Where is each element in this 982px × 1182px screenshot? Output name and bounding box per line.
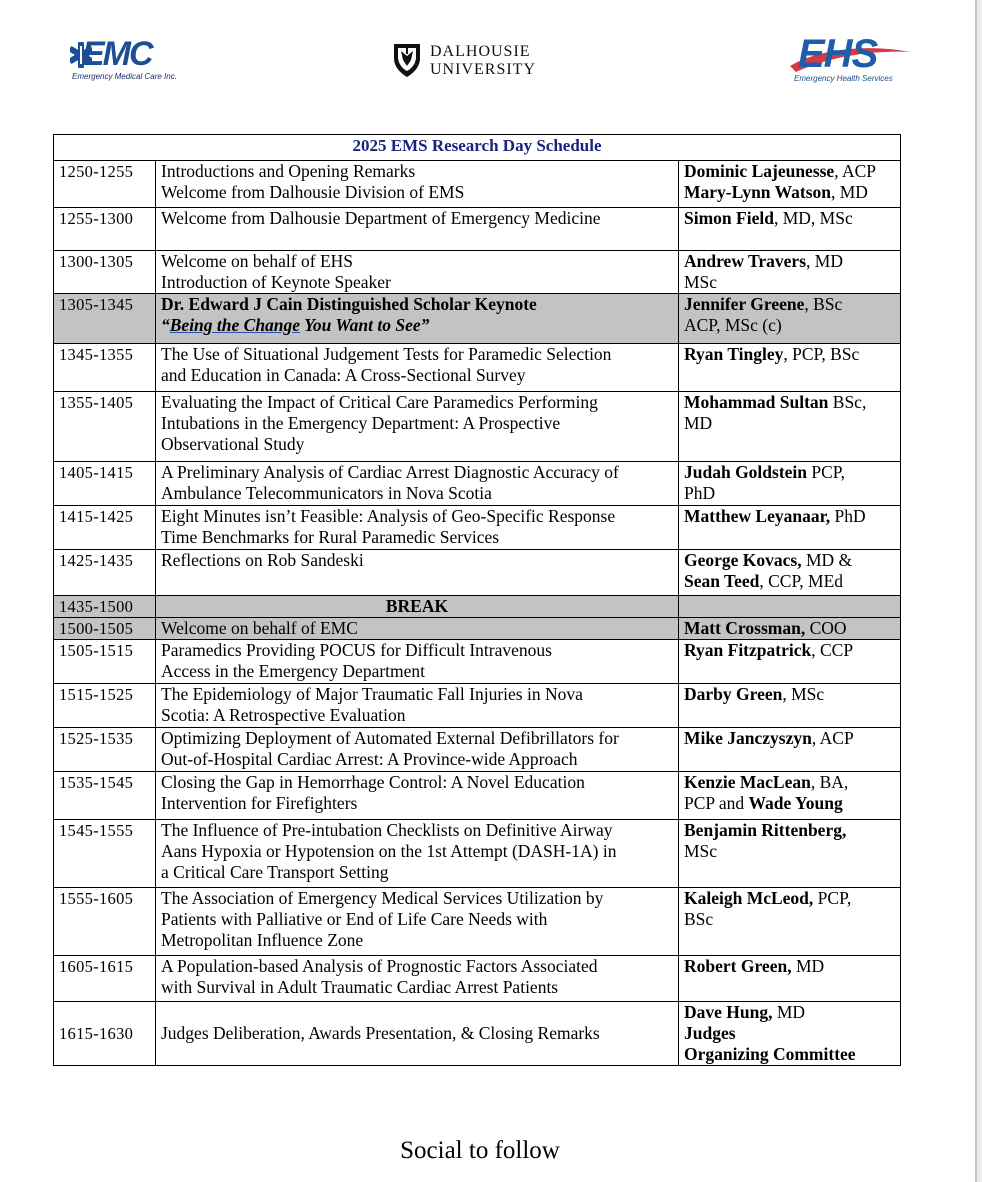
schedule-row (54, 618, 901, 640)
session-title (156, 728, 679, 772)
session-title (156, 550, 679, 596)
speaker-name: Organizing Committee (684, 1044, 856, 1064)
schedule-row (54, 888, 901, 956)
schedule-row (54, 956, 901, 1002)
session-time: 1345-1355 (54, 344, 156, 392)
footer-note: Social to follow (400, 1137, 560, 1164)
session-title (156, 506, 679, 550)
emc-logo-subtitle: Emergency Medical Care Inc. (72, 72, 177, 81)
speaker-cell (679, 294, 901, 344)
ehs-logo-subtitle: Emergency Health Services (794, 74, 893, 83)
speaker-cell (679, 208, 901, 251)
speaker-name: Matt Crossman, (684, 618, 806, 638)
break-row (54, 596, 901, 618)
session-time: 1415-1425 (54, 506, 156, 550)
speaker-credentials: , CCP (811, 640, 854, 660)
session-title-line: Welcome from Dalhousie Department of Emergency Medicine (161, 208, 601, 228)
session-time: 1605-1615 (54, 956, 156, 1002)
speaker-credentials: MD (684, 413, 713, 433)
speaker-name: Benjamin Rittenberg, (684, 820, 847, 840)
session-title (156, 161, 679, 208)
speaker-line (684, 182, 895, 203)
speaker-name: Andrew Travers (684, 251, 807, 271)
speaker-credentials: COO (805, 618, 847, 638)
session-time: 1300-1305 (54, 251, 156, 294)
speaker-line (684, 315, 895, 336)
session-title-line: Access in the Emergency Department (161, 661, 426, 681)
session-time: 1515-1525 (54, 684, 156, 728)
session-title-line: Judges Deliberation, Awards Presentation, & Closing Remarks (161, 1023, 600, 1043)
session-time: 1305-1345 (54, 294, 156, 344)
speaker-line (684, 1002, 895, 1023)
schedule-row (54, 772, 901, 820)
speaker-line (684, 1023, 895, 1044)
speaker-name: Dave Hung, (684, 1002, 773, 1022)
speaker-line (684, 618, 895, 639)
speaker-name: Kaleigh McLeod, (684, 888, 814, 908)
session-title-line: The Use of Situational Judgement Tests for Paramedic Selection (161, 344, 612, 364)
speaker-name: Simon Field (684, 208, 774, 228)
schedule-row (54, 1002, 901, 1066)
session-title-line: A Population-based Analysis of Prognostic Factors Associated (161, 956, 598, 976)
speaker-name: George Kovacs, (684, 550, 802, 570)
speaker-line (684, 820, 895, 841)
speaker-line (684, 344, 895, 365)
speaker-cell (679, 161, 901, 208)
break-label: BREAK (156, 596, 679, 618)
schedule-row (54, 684, 901, 728)
session-time: 1435-1500 (54, 596, 156, 618)
speaker-cell (679, 684, 901, 728)
session-title-line: with Survival in Adult Traumatic Cardiac Arrest Patients (161, 977, 559, 997)
session-title-line: The Influence of Pre-intubation Checklists on Definitive Airway (161, 820, 613, 840)
session-title-line: Welcome from Dalhousie Division of EMS (161, 182, 465, 202)
keynote-quote-underlined: Being the Change (169, 315, 301, 335)
page-edge-shadow (977, 0, 982, 1182)
session-title-line: Closing the Gap in Hemorrhage Control: A Novel Education (161, 772, 585, 792)
session-title-line: Welcome on behalf of EMC (161, 618, 358, 638)
speaker-line (684, 483, 895, 504)
speaker-credentials: MD & (801, 550, 853, 570)
session-title (156, 888, 679, 956)
dalhousie-line2: UNIVERSITY (430, 61, 536, 78)
session-title-line: Dr. Edward J Cain Distinguished Scholar Keynote (161, 294, 537, 314)
emc-logo-word: EMC (82, 35, 152, 73)
speaker-credentials: , MD, MSc (773, 208, 853, 228)
session-title (156, 208, 679, 251)
schedule-row (54, 728, 901, 772)
speaker-line (684, 251, 895, 272)
session-title-line: Ambulance Telecommunicators in Nova Scotia (161, 483, 492, 503)
speaker-cell (679, 956, 901, 1002)
keynote-quote-rest: You Want to See” (300, 315, 430, 335)
schedule-row (54, 208, 901, 251)
speaker-name: Ryan Tingley (684, 344, 784, 364)
session-title (156, 251, 679, 294)
dalhousie-shield-icon (392, 42, 422, 78)
speaker-credentials: , MSc (782, 684, 825, 704)
speaker-line (684, 571, 895, 592)
speaker-credentials: , BA, (810, 772, 849, 792)
speaker-name: Mohammad Sultan (684, 392, 829, 412)
session-title-line: The Association of Emergency Medical Services Utilization by (161, 888, 604, 908)
session-title-line: Optimizing Deployment of Automated External Defibrillators for (161, 728, 619, 748)
session-time: 1505-1515 (54, 640, 156, 684)
speaker-credentials: MD (791, 956, 825, 976)
session-title-line: Observational Study (161, 434, 305, 454)
speaker-credentials: , PCP, BSc (783, 344, 860, 364)
session-title-line: Aans Hypoxia or Hypotension on the 1st Attempt (DASH-1A) in (161, 841, 617, 861)
speaker-cell (679, 820, 901, 888)
ehs-logo (790, 32, 910, 86)
session-title (156, 294, 679, 344)
speaker-line (684, 413, 895, 434)
speaker-name: Judges (684, 1023, 736, 1043)
speaker-line (684, 294, 895, 315)
dalhousie-logo-text (430, 43, 536, 79)
session-title-line: Paramedics Providing POCUS for Difficult Intravenous (161, 640, 552, 660)
speaker-credentials: , CCP, MEd (759, 571, 844, 591)
speaker-line (684, 841, 895, 862)
session-title-line: Intubations in the Emergency Department: A Prospective (161, 413, 561, 433)
speaker-credentials: , MD (831, 182, 868, 202)
session-title-line: Introductions and Opening Remarks (161, 161, 416, 181)
speaker-line (684, 462, 895, 483)
speaker-credentials: , MD (806, 251, 843, 271)
session-title (156, 344, 679, 392)
speaker-cell (679, 640, 901, 684)
schedule-row (54, 462, 901, 506)
speaker-credentials: MD (772, 1002, 806, 1022)
speaker-line (684, 684, 895, 705)
session-title (156, 772, 679, 820)
speaker-credentials: PhD (830, 506, 866, 526)
schedule-row (54, 344, 901, 392)
speaker-line (684, 793, 895, 814)
speaker-credentials: MSc (684, 272, 718, 292)
speaker-cell (679, 888, 901, 956)
session-title-line: Out-of-Hospital Cardiac Arrest: A Province-wide Approach (161, 749, 578, 769)
session-title-line: Introduction of Keynote Speaker (161, 272, 391, 292)
session-title (156, 640, 679, 684)
ehs-logo-word: EHS (798, 32, 878, 76)
speaker-cell (679, 506, 901, 550)
session-title-line: A Preliminary Analysis of Cardiac Arrest Diagnostic Accuracy of (161, 462, 619, 482)
speaker-name: Darby Green (684, 684, 783, 704)
emc-logo (70, 36, 185, 86)
speaker-credentials: ACP, MSc (c) (684, 315, 782, 335)
speaker-line (684, 1044, 895, 1065)
speaker-line (684, 550, 895, 571)
session-time: 1545-1555 (54, 820, 156, 888)
speaker-name: Mike Janczyszyn (684, 728, 812, 748)
speaker-credentials: PhD (684, 483, 716, 503)
schedule-title: 2025 EMS Research Day Schedule (54, 135, 901, 161)
dalhousie-line1: DALHOUSIE (430, 43, 531, 60)
speaker-name: Dominic Lajeunesse (684, 161, 835, 181)
speaker-line (684, 392, 895, 413)
schedule-row (54, 161, 901, 208)
session-title-line: a Critical Care Transport Setting (161, 862, 389, 882)
speaker-name: Kenzie MacLean (684, 772, 811, 792)
speaker-line (684, 772, 895, 793)
speaker-credentials: BSc, (828, 392, 867, 412)
speaker-name: Wade Young (748, 793, 843, 813)
schedule-row (54, 251, 901, 294)
schedule-row (54, 294, 901, 344)
session-title (156, 684, 679, 728)
session-time: 1250-1255 (54, 161, 156, 208)
session-title-line: Time Benchmarks for Rural Paramedic Services (161, 527, 500, 547)
speaker-credentials: MSc (684, 841, 718, 861)
speaker-name: Matthew Leyanaar, (684, 506, 831, 526)
speaker-credentials: , ACP (834, 161, 877, 181)
session-title-line: Patients with Palliative or End of Life Care Needs with (161, 909, 548, 929)
session-title (156, 820, 679, 888)
speaker-cell (679, 392, 901, 462)
schedule-title-row (54, 135, 901, 161)
keynote-quote-open: “ (161, 315, 170, 335)
speaker-name: Robert Green, (684, 956, 792, 976)
session-time: 1555-1605 (54, 888, 156, 956)
speaker-line (684, 956, 895, 977)
schedule-body (54, 135, 901, 1066)
session-title-line: The Epidemiology of Major Traumatic Fall Injuries in Nova (161, 684, 583, 704)
speaker-cell (679, 550, 901, 596)
session-time: 1615-1630 (54, 1002, 156, 1066)
session-time: 1425-1435 (54, 550, 156, 596)
speaker-cell (679, 462, 901, 506)
session-title-line: Metropolitan Influence Zone (161, 930, 364, 950)
speaker-cell (679, 772, 901, 820)
speaker-credentials: PCP and (684, 793, 749, 813)
speaker-credentials: , BSc (804, 294, 843, 314)
speaker-line (684, 888, 895, 909)
session-time: 1535-1545 (54, 772, 156, 820)
dalhousie-logo (392, 42, 552, 82)
schedule-table (53, 134, 901, 1066)
speaker-cell (679, 1002, 901, 1066)
session-title-line: Evaluating the Impact of Critical Care Paramedics Performing (161, 392, 598, 412)
session-title (156, 462, 679, 506)
session-title-line: Eight Minutes isn’t Feasible: Analysis of Geo-Specific Response (161, 506, 616, 526)
session-title-line: Reflections on Rob Sandeski (161, 550, 364, 570)
speaker-line (684, 161, 895, 182)
schedule-row (54, 550, 901, 596)
session-title (156, 392, 679, 462)
session-title-line: and Education in Canada: A Cross-Sectional Survey (161, 365, 526, 385)
speaker-name: Mary-Lynn Watson (684, 182, 831, 202)
speaker-credentials: , ACP (811, 728, 854, 748)
session-time: 1500-1505 (54, 618, 156, 640)
session-title-line: Scotia: A Retrospective Evaluation (161, 705, 406, 725)
speaker-credentials: BSc (684, 909, 714, 929)
speaker-credentials: PCP, (807, 462, 845, 482)
schedule-row (54, 392, 901, 462)
speaker-cell (679, 251, 901, 294)
speaker-cell (679, 344, 901, 392)
speaker-cell (679, 728, 901, 772)
speaker-line (684, 728, 895, 749)
session-title-line: Welcome on behalf of EHS (161, 251, 354, 271)
session-time: 1355-1405 (54, 392, 156, 462)
keynote-quote (161, 315, 673, 336)
speaker-name: Ryan Fitzpatrick (684, 640, 812, 660)
speaker-credentials: PCP, (813, 888, 852, 908)
session-title (156, 618, 679, 640)
speaker-line (684, 909, 895, 930)
speaker-line (684, 272, 895, 293)
schedule-row (54, 506, 901, 550)
speaker-line (684, 506, 895, 527)
speaker-line (684, 640, 895, 661)
session-title-line: Intervention for Firefighters (161, 793, 358, 813)
session-title (156, 956, 679, 1002)
session-time: 1255-1300 (54, 208, 156, 251)
speaker-name: Sean Teed (684, 571, 760, 591)
speaker-cell (679, 618, 901, 640)
speaker-name: Jennifer Greene (684, 294, 805, 314)
schedule-row (54, 640, 901, 684)
session-time: 1405-1415 (54, 462, 156, 506)
speaker-name: Judah Goldstein (684, 462, 808, 482)
schedule-row (54, 820, 901, 888)
session-time: 1525-1535 (54, 728, 156, 772)
speaker-line (684, 208, 895, 229)
session-title (156, 1002, 679, 1066)
speaker-cell (679, 596, 901, 618)
